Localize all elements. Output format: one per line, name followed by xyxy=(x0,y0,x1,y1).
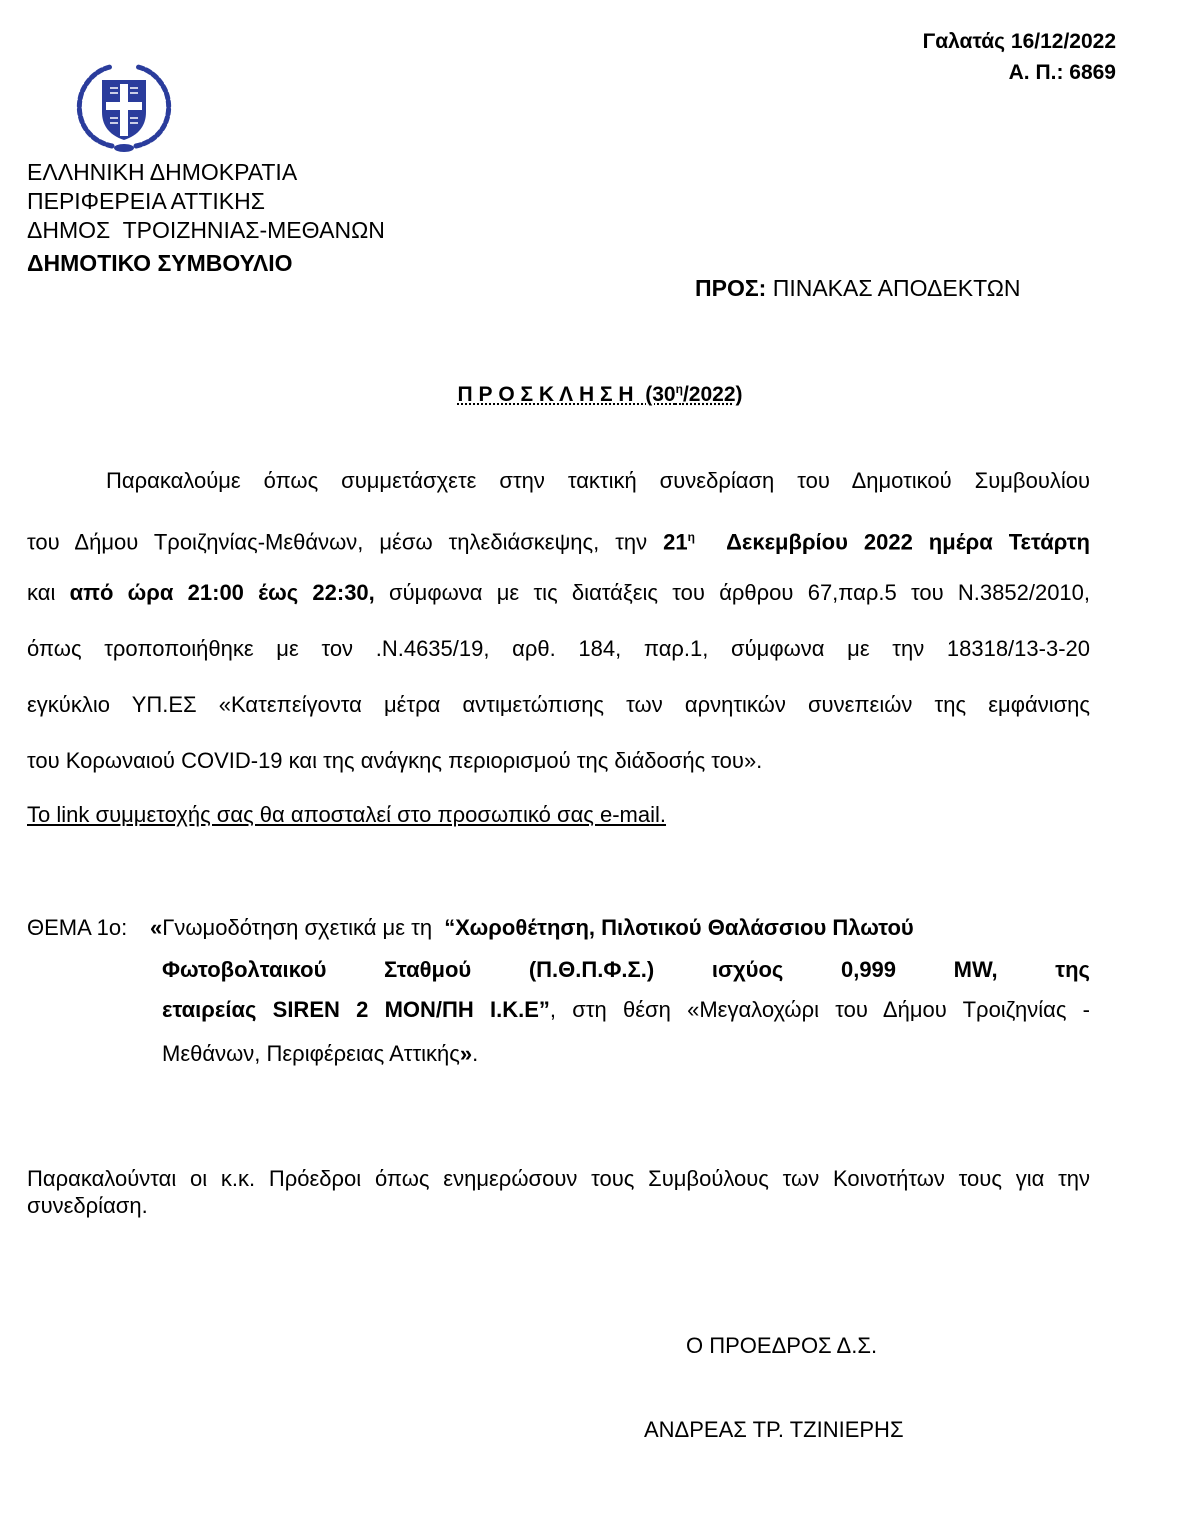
meeting-day-sup: η xyxy=(687,530,695,544)
subject-location: , στη θέση «Μεγαλοχώρι του Δήμου Τροιζηνίας - xyxy=(549,997,1090,1022)
subject-end: . xyxy=(472,1041,479,1066)
subject-open-quote: « xyxy=(150,915,163,940)
body-line-3 xyxy=(27,578,1090,608)
title-text: Π Ρ Ο Σ Κ Λ Η Σ Η (30 xyxy=(457,383,676,406)
issuer-council: ΔΗΜΟΤΙΚΟ ΣΥΜΒΟΥΛΙΟ xyxy=(27,250,293,276)
place-date: Γαλατάς 16/12/2022 xyxy=(922,30,1116,53)
title-suffix: /2022) xyxy=(682,383,743,406)
body-line-6: του Κορωναιού COVID-19 και της ανάγκης περιορισμού της διάδοσής του». xyxy=(27,748,763,773)
meeting-time: από ώρα 21:00 έως 22:30, xyxy=(69,580,375,605)
recipient-value: ΠΙΝΑΚΑΣ ΑΠΟΔΕΚΤΩΝ xyxy=(766,275,1021,301)
signatory-role: Ο ΠΡΟΕΔΡΟΣ Δ.Σ. xyxy=(686,1333,878,1358)
subject-line-1 xyxy=(150,913,1090,943)
subject-label: ΘΕΜΑ 1ο: xyxy=(27,915,128,940)
document-title xyxy=(0,382,1200,407)
subject-company: εταιρείας SIREN 2 ΜΟΝ/ΠΗ Ι.Κ.Ε” xyxy=(162,997,550,1022)
body-line-5: εγκύκλιο ΥΠ.ΕΣ «Κατεπείγοντα μέτρα αντιμετώπισης των αρνητικών συνεπειών της εμφάνισης xyxy=(27,692,1090,717)
body-line-4: όπως τροποποιήθηκε με τον .Ν.4635/19, αρθ. 184, παρ.1, σύμφωνα με την 18318/13-3-20 xyxy=(27,636,1090,661)
subject-line-4 xyxy=(162,1039,1090,1069)
subject-intro: Γνωμοδότηση σχετικά με τη xyxy=(162,915,445,940)
recipient-label: ΠΡΟΣ: xyxy=(695,275,767,301)
subject-line-2 xyxy=(162,955,1090,985)
body-line-2-text: του Δήμου Τροιζηνίας-Μεθάνων, μέσω τηλεδιάσκεψης, την xyxy=(27,529,664,555)
protocol-number: Α. Π.: 6869 xyxy=(1008,61,1116,84)
body-line-2 xyxy=(27,522,1090,557)
subject-line-3 xyxy=(162,995,1090,1025)
subject-close-quote: » xyxy=(459,1041,473,1066)
signatory-name: ΑΝΔΡΕΑΣ ΤΡ. ΤΖΙΝΙΕΡΗΣ xyxy=(644,1417,904,1442)
body-line-3-start: και xyxy=(27,580,70,605)
recipient-line xyxy=(695,275,1021,302)
title-sup: η xyxy=(675,382,683,396)
meeting-day: 21 xyxy=(663,529,688,555)
subject-title-middle: Φωτοβολταικού Σταθμού (Π.Θ.Π.Φ.Σ.) ισχύος 0,999 MW, της xyxy=(162,957,1090,982)
greek-coat-of-arms-icon xyxy=(70,62,178,154)
link-note: Το link συμμετοχής σας θα αποσταλεί στο προσωπικό σας e-mail. xyxy=(27,802,667,827)
issuer-block xyxy=(27,158,385,278)
meeting-date: Δεκεμβρίου 2022 ημέρα Τετάρτη xyxy=(694,529,1090,555)
issuer-municipality: ΔΗΜΟΣ ΤΡΟΙΖΗΝΙΑΣ-ΜΕΘΑΝΩΝ xyxy=(27,217,385,243)
subject-title-start: “Χωροθέτηση, Πιλοτικού Θαλάσσιου Πλωτού xyxy=(444,915,914,940)
subject-region: Μεθάνων, Περιφέρειας Αττικής xyxy=(162,1041,460,1066)
closing-paragraph: Παρακαλούνται οι κ.κ. Πρόεδροι όπως ενημερώσουν τους Συμβούλους των Κοινοτήτων τους για την συνεδρίαση. xyxy=(27,1166,1090,1218)
body-line-1: Παρακαλούμε όπως συμμετάσχετε στην τακτική συνεδρίαση του Δημοτικού Συμβουλίου xyxy=(106,468,1090,493)
issuer-country: ΕΛΛΗΝΙΚΗ ΔΗΜΟΚΡΑΤΙΑ xyxy=(27,159,298,185)
issuer-region: ΠΕΡΙΦΕΡΕΙΑ ΑΤΤΙΚΗΣ xyxy=(27,188,265,214)
body-line-3-text: σύμφωνα με τις διατάξεις του άρθρου 67,παρ.5 του Ν.3852/2010, xyxy=(374,580,1091,605)
